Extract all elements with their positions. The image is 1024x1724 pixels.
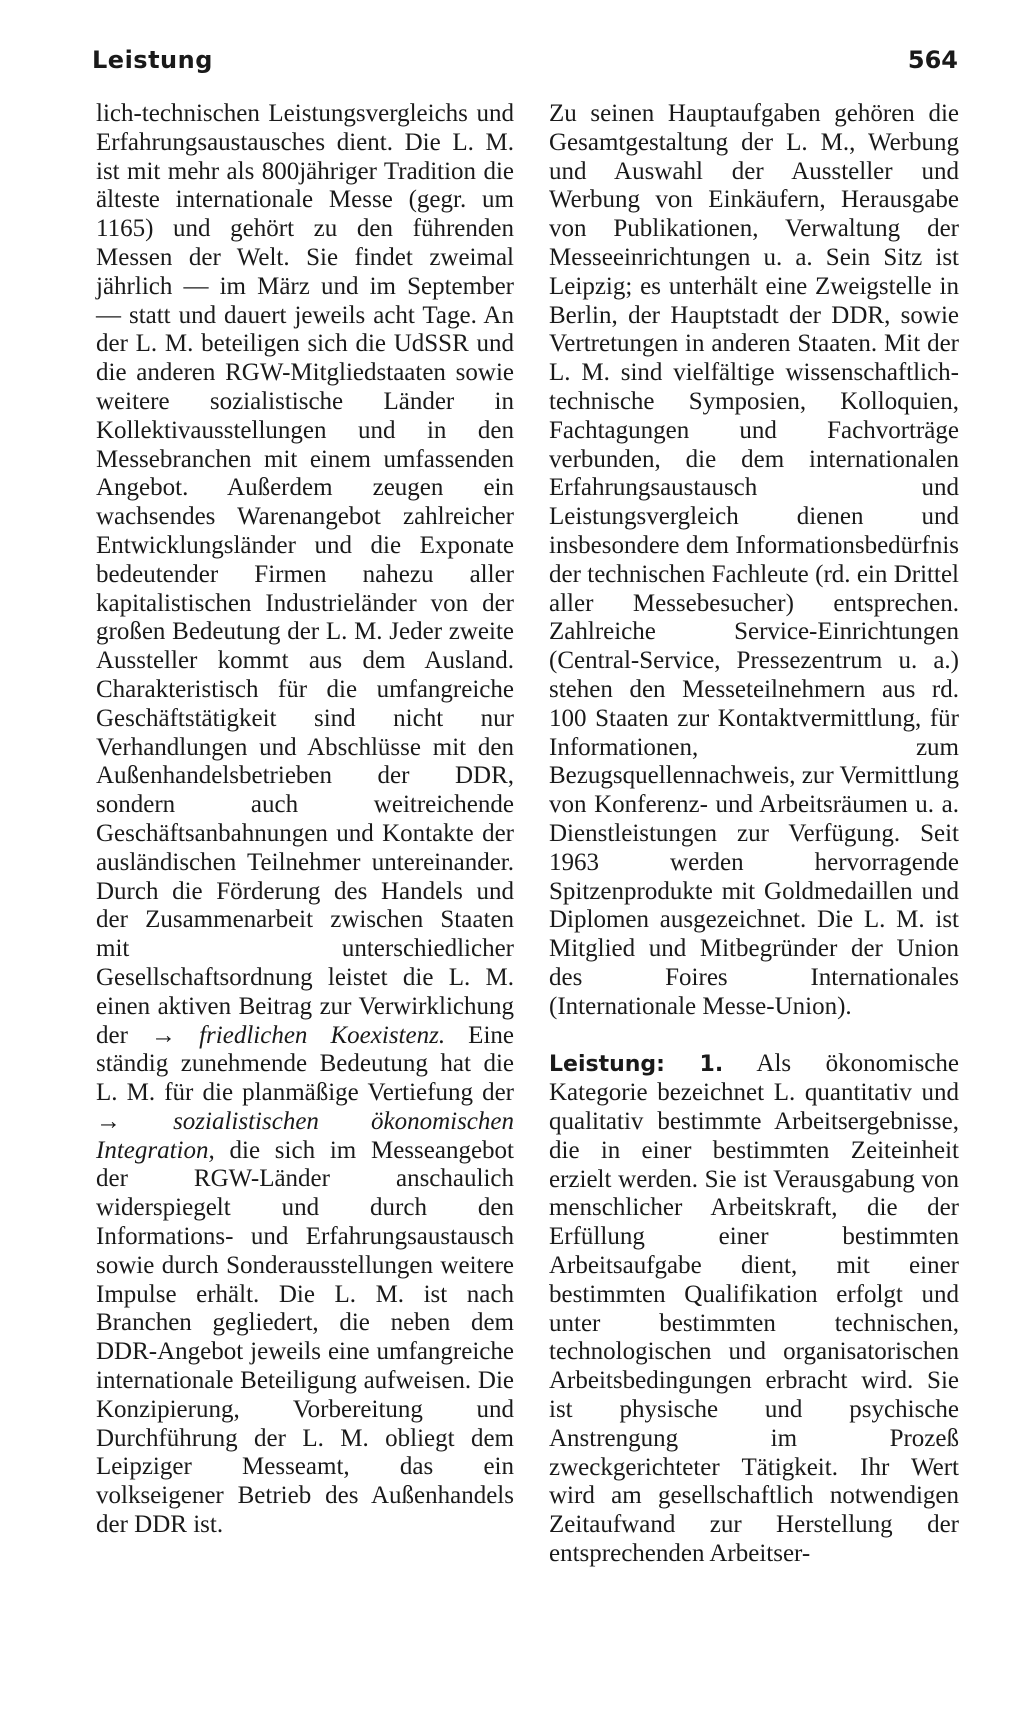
entry-text: Als ökonomische Kategorie bezeichnet L. quantitativ und qualitativ bestimmte Arbeitsergebnisse, die in einer bestimmten Zeiteinheit erzielt werden. Sie ist Verausgabung von menschlicher Arbeitskraft, die der Erfüllung einer bestimmten Arbeitsaufgabe dient, mit einer bestimmten Qualifikation erfolgt und unter bestimmten technischen, technologischen und organisatorischen Arbeitsbedingungen erbracht wird. Sie ist physische und psychische Anstrengung im Prozeß zweckgerichteter Tätigkeit. Ihr Wert wird am gesellschaftlich notwendigen Zeitaufwand zur Herstellung der entsprechenden Arbeitser- bbox=[549, 1049, 959, 1568]
page-header bbox=[92, 46, 958, 86]
body-text: die sich im Messeangebot der RGW-Länder anschaulich widerspiegelt und durch den Informations- und Erfahrungsaustausch sowie durch Sonderausstellungen weitere Impulse erhält. Die L. M. ist nach Branchen gegliedert, die neben dem DDR-Angebot jeweils eine umfangreiche internationale Beteiligung aufweisen. Die Konzipierung, Vorbereitung und Durchführung der L. M. obliegt dem Leipziger Messeamt, das ein volkseigener Betrieb des Außenhandels der DDR ist. bbox=[96, 1136, 514, 1539]
body-text: lich-technischen Leistungsvergleichs und Erfahrungsaustausches dient. Die L. M. ist mit mehr als 800jähriger Tradition die älteste internationale Messe (gegr. um 1165) und gehört zu den führenden Messen der Welt. Sie findet zweimal jährlich — im März und im September — statt und dauert jeweils acht Tage. An der L. M. beteiligen sich die UdSSR und die anderen RGW-Mitgliedstaaten sowie weitere sozialistische Länder in Kollektivausstellungen und in den Messebranchen mit einem umfassenden Angebot. Außerdem zeugen ein wachsendes Warenangebot zahlreicher Entwicklungsländer und die Exponate bedeutender Firmen nahezu aller kapitalistischen Industrieländer von der großen Bedeutung der L. M. Jeder zweite Aussteller kommt aus dem Ausland. Charakteristisch für die umfangreiche Geschäftstätigkeit sind nicht nur Verhandlungen und Abschlüsse mit den Außenhandelsbetrieben der DDR, sondern auch weitreichende Geschäftsanbahnungen und Kontakte der ausländischen Teilnehmer untereinander. Durch die Förderung des Handels und der Zusammenarbeit zwischen Staaten mit unterschiedlicher Gesellschaftsordnung leistet die L. M. einen aktiven Beitrag zur Verwirklichung der bbox=[96, 100, 514, 1049]
running-head: Leistung bbox=[92, 46, 213, 74]
arrow-icon: → bbox=[151, 1021, 177, 1049]
entry-lemma: Leistung: bbox=[549, 1051, 665, 1077]
cross-reference-friedliche-koexistenz[interactable]: friedlichen Koexistenz. bbox=[199, 1021, 446, 1049]
entry-continuation: Zu seinen Hauptaufgaben gehören die Gesamtgestaltung der L. M., Werbung und Auswahl der Aussteller und Werbung von Einkäufern, Herausgabe von Publikationen, Verwaltung der Messeeinrichtungen u. a. Sein Sitz ist Leipzig; es unterhält eine Zweigstelle in Berlin, der Hauptstadt der DDR, sowie Vertretungen in anderen Staaten. Mit der L. M. sind vielfältige wissenschaftlich-technische Symposien, Kolloquien, Fachtagungen und Fachvorträge verbunden, die dem internationalen Erfahrungsaustausch und Leistungsvergleich dienen und insbesondere dem Informationsbedürfnis der technischen Fachleute (rd. ein Drittel aller Messebesucher) entsprechen. Zahlreiche Service-Einrichtungen (Central-Service, Pressezentrum u. a.) stehen den Messeteilnehmern aus rd. 100 Staaten zur Kontaktvermittlung, für Informationen, zum Bezugsquellennachweis, zur Vermittlung von Konferenz- und Arbeitsräumen u. a. Dienstleistungen zur Verfügung. Seit 1963 werden hervorragende Spitzenprodukte mit Goldmedaillen und Diplomen ausgezeichnet. Die L. M. ist Mitglied und Mitbegründer der Union des Foires Internationales (Internationale Messe-Union). bbox=[549, 100, 959, 1020]
dictionary-entry-leistung bbox=[549, 1050, 959, 1569]
left-column bbox=[96, 100, 514, 1540]
right-column bbox=[549, 100, 959, 1569]
body-text: Eine ständig zunehmende Bedeutung hat die L. M. für die planmäßige Vertiefung der bbox=[96, 1021, 514, 1107]
entry-continuation bbox=[96, 100, 514, 1540]
cross-reference-sozialistische-integration[interactable]: sozialistischen ökonomischen Integration, bbox=[96, 1107, 515, 1164]
sense-number: 1. bbox=[699, 1051, 724, 1077]
arrow-icon: → bbox=[96, 1107, 121, 1135]
page-number: 564 bbox=[907, 46, 958, 74]
